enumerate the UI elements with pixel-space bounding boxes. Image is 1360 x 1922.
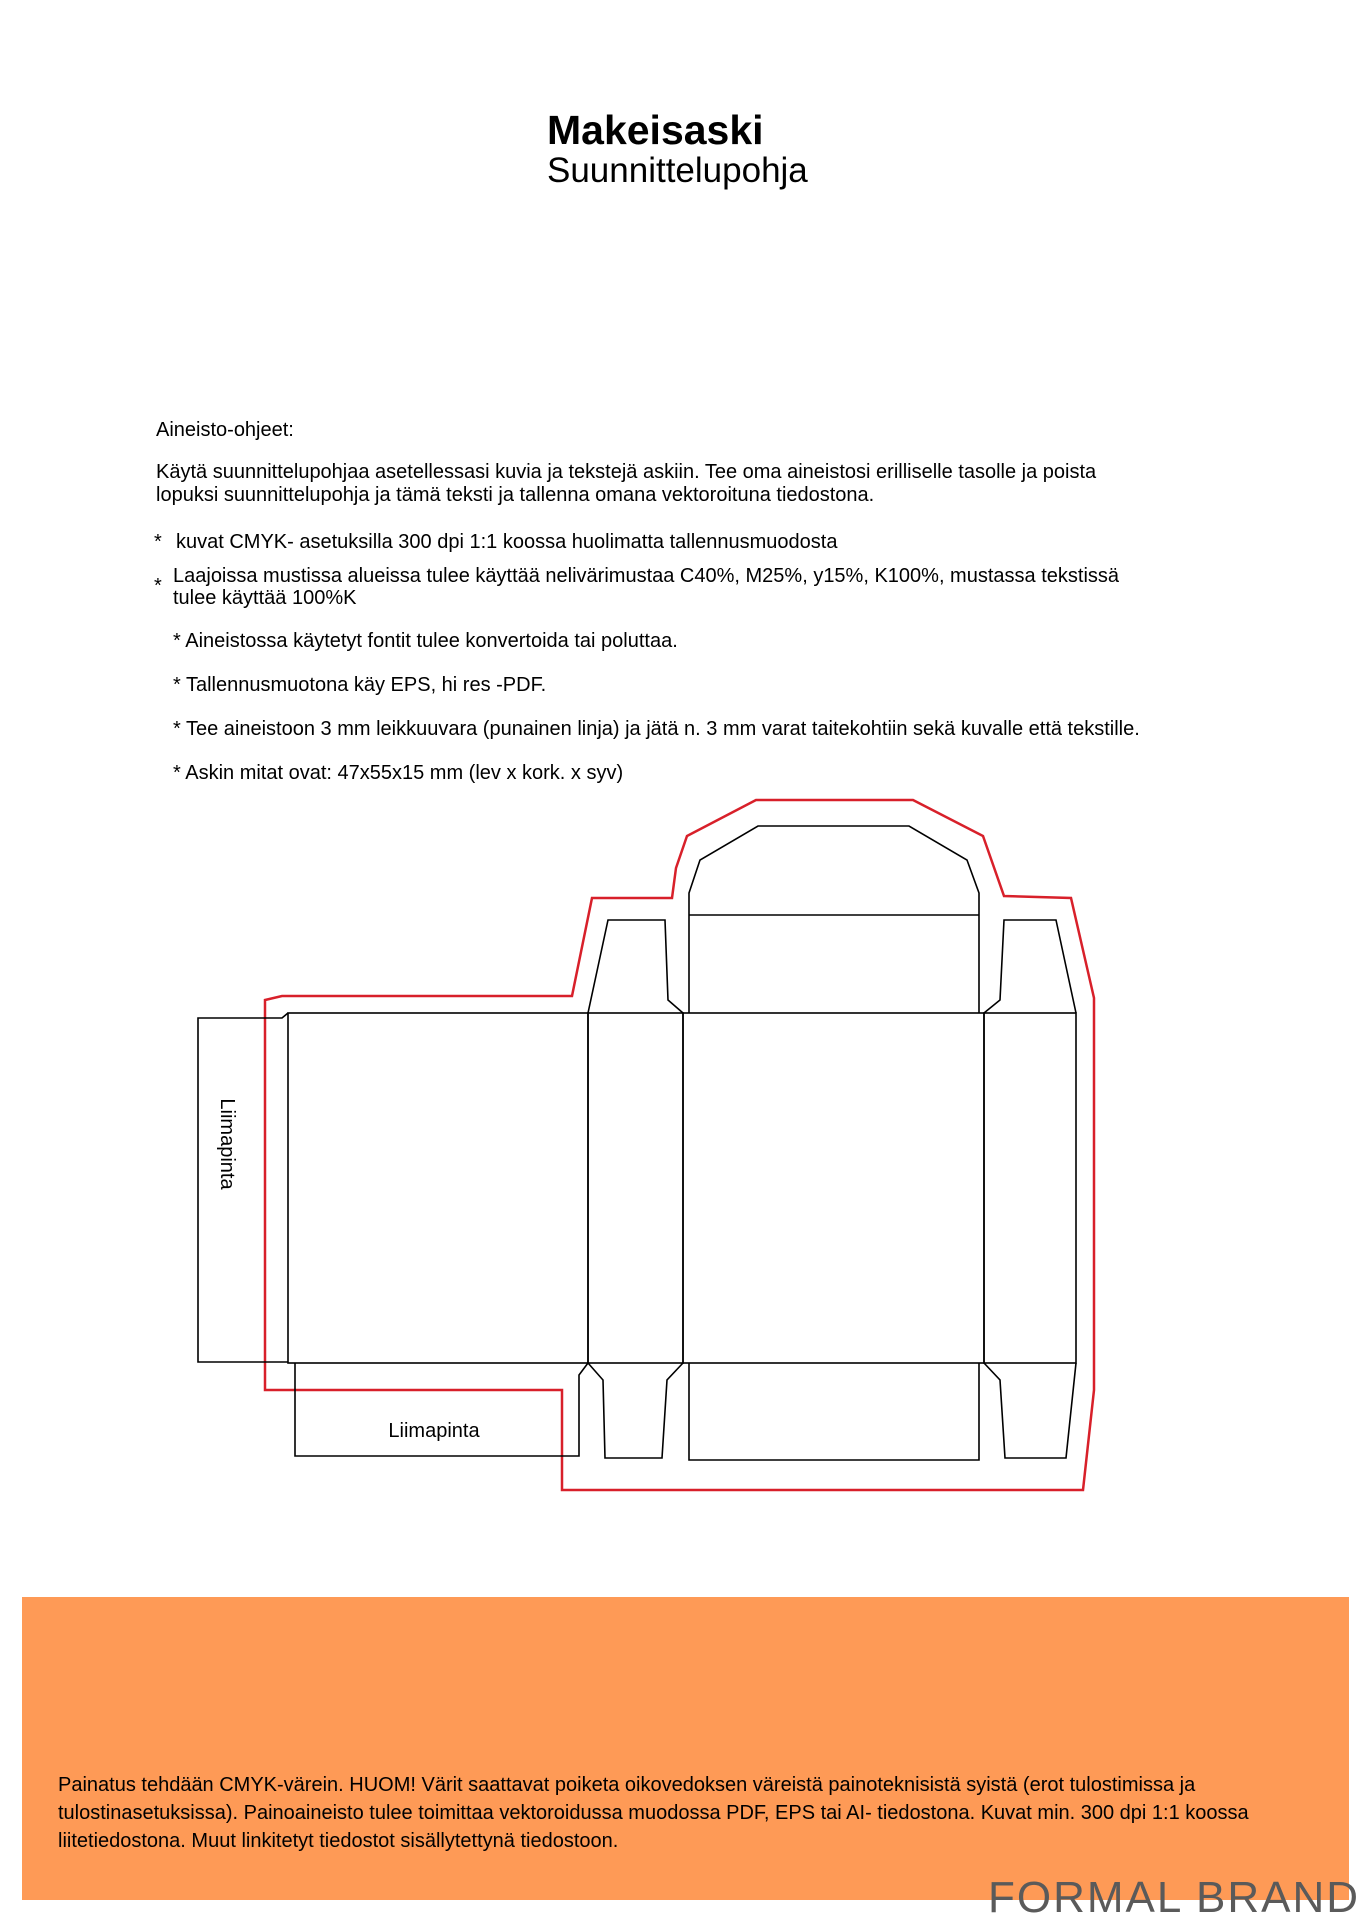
instruction-bullet-2-line2: tulee käyttää 100%K	[173, 587, 357, 609]
bullet-marker: *	[154, 575, 162, 597]
cut-line	[265, 800, 1094, 1490]
glue-flap-bottom	[295, 1363, 588, 1456]
instruction-bullet-3: * Aineistossa käytetyt fontit tulee konvertoida tai poluttaa.	[173, 630, 678, 652]
print-info-footer	[22, 1597, 1349, 1900]
top-dust-flap-right	[984, 920, 1076, 1013]
instructions-intro-line2: lopuksi suunnittelupohja ja tämä teksti ja tallenna omana vektoroituna tiedostona.	[156, 484, 875, 506]
bottom-panel	[689, 1363, 979, 1460]
bottom-dust-flap-left	[588, 1363, 683, 1458]
bullet-marker: *	[154, 531, 162, 553]
glue-flap-side	[198, 1013, 288, 1362]
side-panel-left	[588, 1013, 683, 1363]
glue-label-side: Liimapinta	[216, 1098, 238, 1190]
front-panel	[683, 1013, 984, 1363]
bottom-dust-flap-right	[984, 1363, 1076, 1458]
instructions-heading: Aineisto-ohjeet:	[156, 419, 294, 441]
instruction-bullet-5: * Tee aineistoon 3 mm leikkuuvara (punainen linja) ja jätä n. 3 mm varat taitekohtiin sekä kuvalle että tekstille.	[173, 718, 1140, 740]
glue-label-bottom: Liimapinta	[388, 1420, 480, 1442]
top-tuck-flap	[689, 826, 979, 1013]
top-dust-flap-left	[588, 920, 683, 1013]
instructions-intro-line1: Käytä suunnittelupohjaa asetellessasi kuvia ja tekstejä askiin. Tee oma aineistosi erilliselle tasolle ja poista	[156, 461, 1097, 483]
page-title: Makeisaski	[547, 107, 764, 153]
instruction-bullet-1: kuvat CMYK- asetuksilla 300 dpi 1:1 koossa huolimatta tallennusmuodosta	[176, 531, 838, 553]
side-panel-right	[984, 1013, 1076, 1363]
instruction-bullet-2-line1: Laajoissa mustissa alueissa tulee käyttää nelivärimustaa C40%, M25%, y15%, K100%, mustassa tekstissä	[173, 565, 1120, 587]
print-info-text: Painatus tehdään CMYK-värein. HUOM! Värit saattavat poiketa oikovedoksen väreistä painoteknisistä syistä (erot tulostimissa ja tulostinasetuksissa). Painoaineisto tulee toimittaa vektoroidussa muodossa PDF, EPS tai AI- tiedostona. Kuvat min. 300 dpi 1:1 koossa liitetiedostona. Muut linkitetyt tiedostot sisällytettynä tiedostoon.	[58, 1774, 1249, 1852]
instruction-bullet-4: * Tallennusmuotona käy EPS, hi res -PDF.	[173, 674, 547, 696]
instruction-bullet-6: * Askin mitat ovat: 47x55x15 mm (lev x kork. x syv)	[173, 762, 624, 784]
back-panel	[288, 1013, 588, 1363]
page-subtitle: Suunnittelupohja	[547, 151, 808, 190]
brand-logo: FORMAL BRAND	[988, 1873, 1360, 1922]
